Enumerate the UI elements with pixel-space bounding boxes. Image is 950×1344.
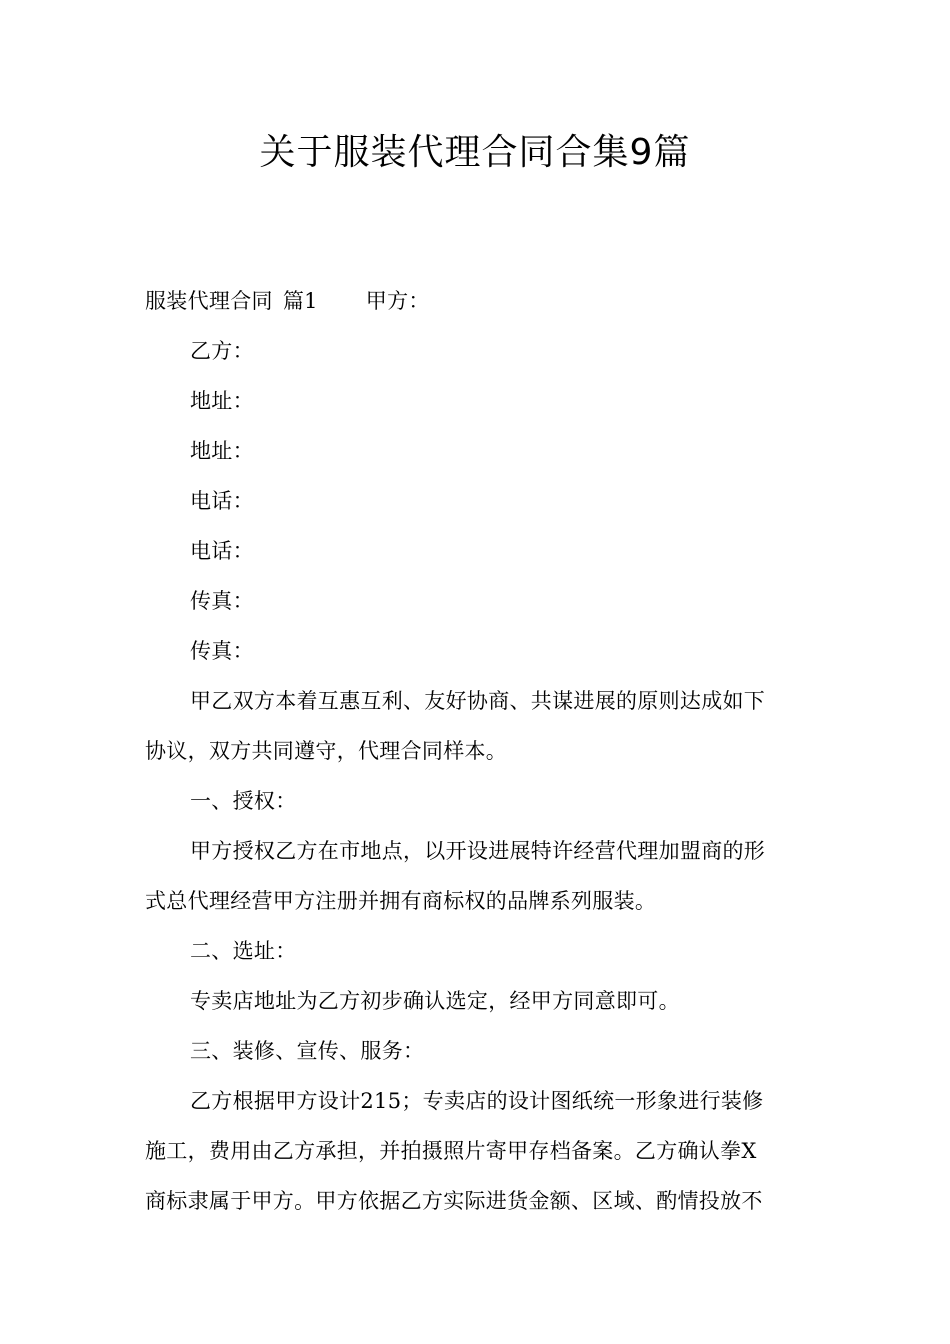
paragraph-intro-line-1: 甲乙双方本着互惠互利、友好协商、共谋进展的原则达成如下 [190, 689, 766, 713]
first-line [145, 286, 430, 316]
heading-authorization: 一、授权： [190, 789, 297, 813]
field-fax-2: 传真： [190, 639, 254, 663]
party-a-label: 甲方： [365, 289, 430, 313]
doc-name: 服装代理合同 [145, 289, 273, 313]
paragraph-decoration-line-3: 商标隶属于甲方。甲方依据乙方实际进货金额、区域、酌情投放不 [145, 1189, 763, 1213]
document-title: 关于服装代理合同合集9篇 [259, 132, 691, 173]
paragraph-decoration-line-1: 乙方根据甲方设计215；专卖店的设计图纸统一形象进行装修 [190, 1089, 764, 1113]
paragraph-authorization-line-1: 甲方授权乙方在市地点，以开设进展特许经营代理加盟商的形 [190, 839, 766, 863]
field-phone-2: 电话： [190, 539, 254, 563]
paragraph-authorization-line-2: 式总代理经营甲方注册并拥有商标权的品牌系列服装。 [145, 889, 657, 913]
field-address-1: 地址： [190, 389, 254, 413]
field-party-b: 乙方： [190, 339, 254, 363]
field-address-2: 地址： [190, 439, 254, 463]
section-number: 篇1 [282, 289, 318, 313]
field-phone-1: 电话： [190, 489, 254, 513]
heading-decoration: 三、装修、宣传、服务： [190, 1039, 425, 1063]
paragraph-decoration-line-2: 施工，费用由乙方承担，并拍摄照片寄甲存档备案。乙方确认拳X [145, 1139, 757, 1163]
heading-site-selection: 二、选址： [190, 939, 297, 963]
paragraph-intro-line-2: 协议，双方共同遵守，代理合同样本。 [145, 739, 508, 763]
field-fax-1: 传真： [190, 589, 254, 613]
paragraph-site-selection: 专卖店地址为乙方初步确认选定，经甲方同意即可。 [190, 989, 680, 1013]
